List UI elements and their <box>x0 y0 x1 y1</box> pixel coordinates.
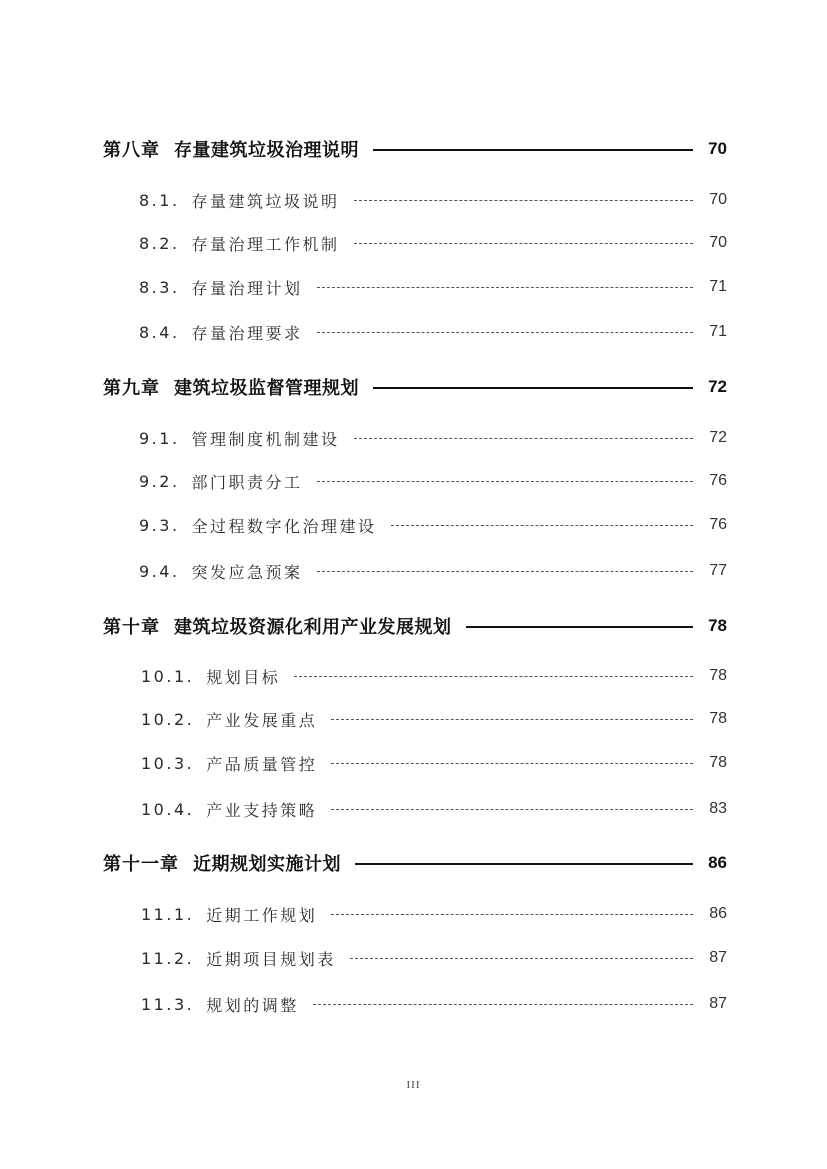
page-number: 78 <box>708 616 727 635</box>
section-title: 存量治理计划 <box>191 278 303 298</box>
section-number: 8.1. <box>139 190 180 210</box>
section-number: 10.3. <box>141 753 195 773</box>
page-number: 87 <box>709 995 727 1012</box>
toc-chapter-8[interactable] <box>103 134 727 164</box>
dot-leader <box>354 438 693 439</box>
section-number: 8.4. <box>139 322 180 342</box>
toc-section-8-4[interactable] <box>139 317 727 347</box>
section-number: 10.2. <box>141 709 195 729</box>
section-number: 11.2. <box>141 948 195 968</box>
toc-section-9-2[interactable] <box>139 466 727 496</box>
dot-leader <box>317 287 693 288</box>
section-number: 10.4. <box>141 799 195 819</box>
chapter-title: 建筑垃圾监督管理规划 <box>174 378 359 399</box>
toc-chapter-11[interactable] <box>103 848 727 878</box>
section-title: 部门职责分工 <box>191 472 303 492</box>
toc-section-9-3[interactable] <box>139 510 727 540</box>
toc-section-10-2[interactable] <box>141 704 727 734</box>
page-number: 71 <box>709 323 727 340</box>
section-title: 存量建筑垃圾说明 <box>191 191 340 211</box>
toc-section-11-1[interactable] <box>141 899 727 929</box>
dot-leader <box>317 481 693 482</box>
chapter-title: 存量建筑垃圾治理说明 <box>174 140 359 161</box>
dot-leader <box>373 149 693 151</box>
page-number: 86 <box>708 853 727 872</box>
chapter-number: 第十一章 <box>103 854 179 875</box>
section-number: 11.1. <box>141 904 195 924</box>
toc-chapter-10[interactable] <box>103 611 727 641</box>
section-title: 管理制度机制建设 <box>191 429 340 449</box>
dot-leader <box>294 676 693 677</box>
page-number: 70 <box>709 191 727 208</box>
page-number: 72 <box>708 377 727 396</box>
page-footer-number: III <box>406 1079 421 1091</box>
chapter-number: 第十章 <box>103 617 160 638</box>
section-title: 全过程数字化治理建设 <box>191 516 377 536</box>
toc-section-11-3[interactable] <box>141 989 727 1019</box>
page-number: 86 <box>709 905 727 922</box>
dot-leader <box>317 571 693 572</box>
dot-leader <box>391 525 693 526</box>
section-number: 9.1. <box>139 428 180 448</box>
section-number: 11.3. <box>141 994 195 1014</box>
section-title: 存量治理工作机制 <box>191 234 340 254</box>
section-title: 产品质量管控 <box>206 754 318 774</box>
section-title: 近期工作规划 <box>206 905 318 925</box>
section-title: 产业支持策略 <box>206 800 318 820</box>
section-title: 存量治理要求 <box>191 323 303 343</box>
section-number: 9.3. <box>139 515 180 535</box>
page-number: 76 <box>709 516 727 533</box>
dot-leader <box>313 1004 693 1005</box>
dot-leader <box>354 243 693 244</box>
section-title: 近期项目规划表 <box>206 949 336 969</box>
page-number: 76 <box>709 472 727 489</box>
dot-leader <box>331 719 693 720</box>
toc-section-10-4[interactable] <box>141 794 727 824</box>
section-number: 9.4. <box>139 561 180 581</box>
section-title: 规划目标 <box>206 667 281 687</box>
section-title: 规划的调整 <box>206 995 299 1015</box>
page-number: 78 <box>709 754 727 771</box>
dot-leader <box>331 809 693 810</box>
toc-section-8-2[interactable] <box>139 228 727 258</box>
section-number: 9.2. <box>139 471 180 491</box>
section-title: 产业发展重点 <box>206 710 318 730</box>
chapter-number: 第九章 <box>103 378 160 399</box>
toc-section-8-1[interactable] <box>139 185 727 215</box>
dot-leader <box>373 387 693 389</box>
dot-leader <box>331 914 693 915</box>
dot-leader <box>331 763 693 764</box>
page-number: 72 <box>709 429 727 446</box>
chapter-title: 近期规划实施计划 <box>193 854 341 875</box>
toc-section-9-4[interactable] <box>139 556 727 586</box>
section-title: 突发应急预案 <box>191 562 303 582</box>
dot-leader <box>466 626 694 628</box>
toc-section-10-1[interactable] <box>141 661 727 691</box>
section-number: 8.3. <box>139 277 180 297</box>
dot-leader <box>350 958 693 959</box>
toc-chapter-9[interactable] <box>103 372 727 402</box>
toc-section-10-3[interactable] <box>141 748 727 778</box>
page-number: 83 <box>709 800 727 817</box>
page-number: 78 <box>709 710 727 727</box>
chapter-title: 建筑垃圾资源化利用产业发展规划 <box>174 617 452 638</box>
toc-section-11-2[interactable] <box>141 943 727 973</box>
toc-section-9-1[interactable] <box>139 423 727 453</box>
section-number: 8.2. <box>139 233 180 253</box>
dot-leader <box>317 332 693 333</box>
dot-leader <box>354 200 693 201</box>
page-number: 70 <box>708 139 727 158</box>
dot-leader <box>355 863 693 865</box>
section-number: 10.1. <box>141 666 195 686</box>
page-number: 70 <box>709 234 727 251</box>
page-number: 77 <box>709 562 727 579</box>
page-number: 87 <box>709 949 727 966</box>
page-number: 71 <box>709 278 727 295</box>
page-number: 78 <box>709 667 727 684</box>
toc-section-8-3[interactable] <box>139 272 727 302</box>
chapter-number: 第八章 <box>103 140 160 161</box>
